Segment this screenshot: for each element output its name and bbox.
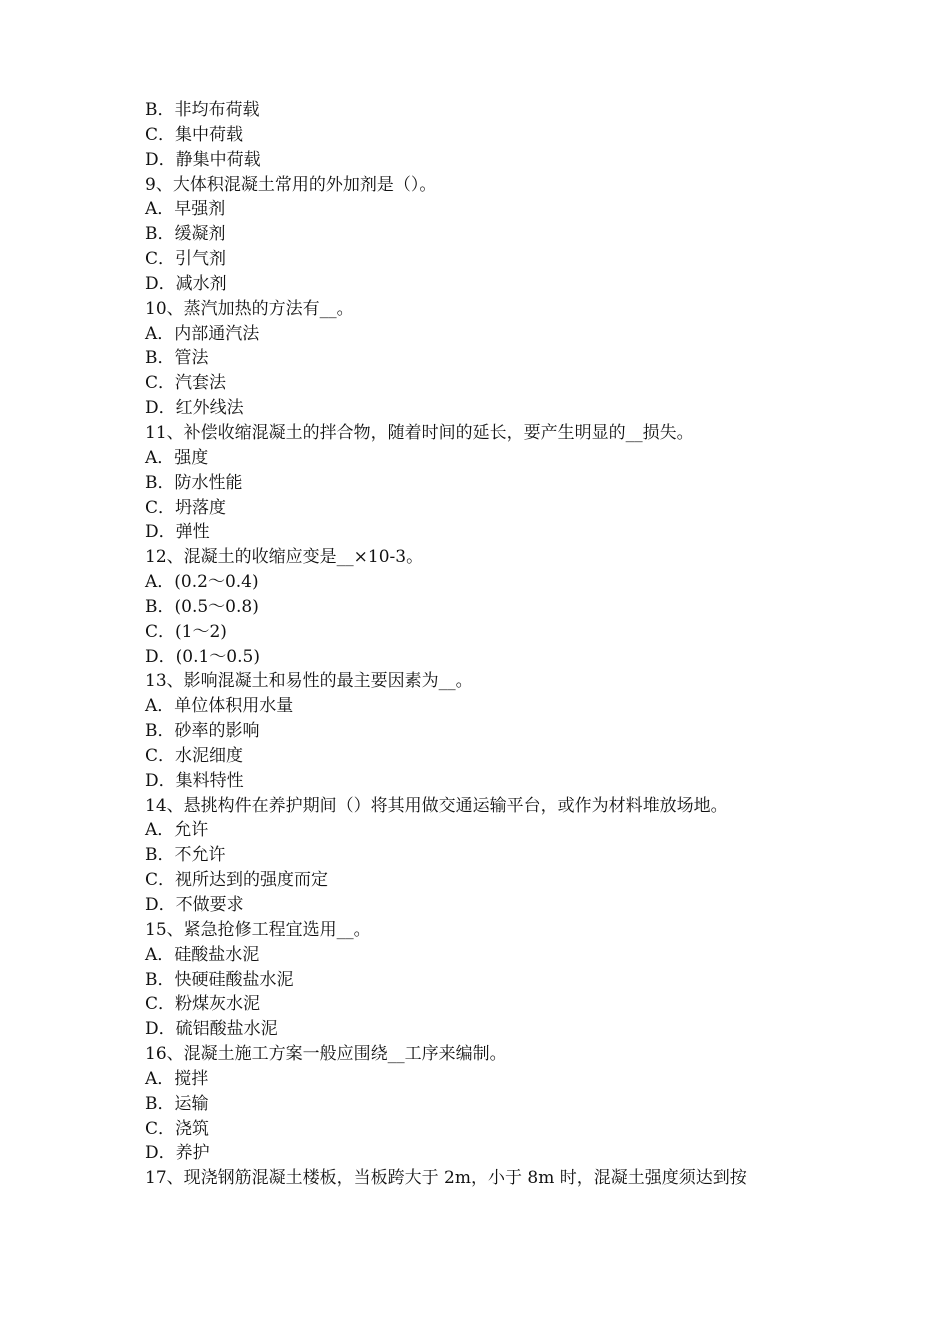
text-line: B．非均布荷载	[145, 100, 260, 120]
text-line: B．运输	[145, 1093, 209, 1114]
text-line: B．快硬硅酸盐水泥	[145, 969, 294, 990]
text-line: B．管法	[145, 348, 209, 369]
text-line: B．不允许	[145, 845, 226, 866]
text-line: B．缓凝剂	[145, 224, 226, 245]
text-line: D．(0.1～0.5)	[145, 646, 260, 667]
document-page	[145, 98, 845, 1191]
text-line: 11、补偿收缩混凝土的拌合物，随着时间的延长，要产生明显的__损失。	[145, 422, 694, 443]
text-line: 13、影响混凝土和易性的最主要因素为__。	[145, 671, 473, 692]
text-line: A．单位体积用水量	[145, 696, 294, 717]
text-line: D．静集中荷载	[145, 149, 261, 170]
text-line: 12、混凝土的收缩应变是__×10-3。	[145, 547, 424, 568]
text-line: C．浇筑	[145, 1118, 210, 1139]
text-line: B．(0.5～0.8)	[145, 596, 259, 617]
text-line: D．红外线法	[145, 398, 244, 419]
text-line: A．(0.2～0.4)	[145, 572, 259, 593]
text-line: B．砂率的影响	[145, 721, 260, 742]
text-line: A．搅拌	[145, 1068, 209, 1089]
text-line: 14、悬挑构件在养护期间（）将其用做交通运输平台，或作为材料堆放场地。	[145, 795, 728, 816]
text-line: D．减水剂	[145, 273, 227, 294]
text-line: A．内部通汽法	[145, 323, 260, 344]
text-line: C．坍落度	[145, 497, 227, 518]
text-line: 17、现浇钢筋混凝土楼板，当板跨大于 2m，小于 8m 时，混凝土强度须达到按	[145, 1168, 747, 1189]
text-line: C．视所达到的强度而定	[145, 870, 329, 891]
text-line: D．集料特性	[145, 770, 244, 791]
text-line: C．粉煤灰水泥	[145, 994, 261, 1015]
text-line: 16、混凝土施工方案一般应围绕__工序来编制。	[145, 1044, 507, 1065]
text-line: C．(1～2)	[145, 621, 227, 642]
text-line: 9、大体积混凝土常用的外加剂是（）。	[145, 174, 437, 195]
text-line: C．集中荷载	[145, 124, 244, 145]
text-line: A．允许	[145, 820, 209, 841]
text-line: C．汽套法	[145, 373, 227, 394]
text-line: B．防水性能	[145, 472, 243, 493]
text-line: D．不做要求	[145, 895, 244, 915]
text-line: A．强度	[145, 447, 209, 468]
text-line: C．引气剂	[145, 249, 227, 270]
text-line: 10、蒸汽加热的方法有__。	[145, 298, 354, 319]
text-line: 15、紧急抢修工程宜选用__。	[145, 919, 371, 940]
text-line: A．硅酸盐水泥	[145, 944, 260, 965]
text-line: D．养护	[145, 1143, 210, 1164]
text-line: D．硫铝酸盐水泥	[145, 1019, 278, 1040]
text-line: C．水泥细度	[145, 745, 244, 766]
text-line: A．早强剂	[145, 199, 226, 220]
text-line: D．弹性	[145, 522, 210, 543]
